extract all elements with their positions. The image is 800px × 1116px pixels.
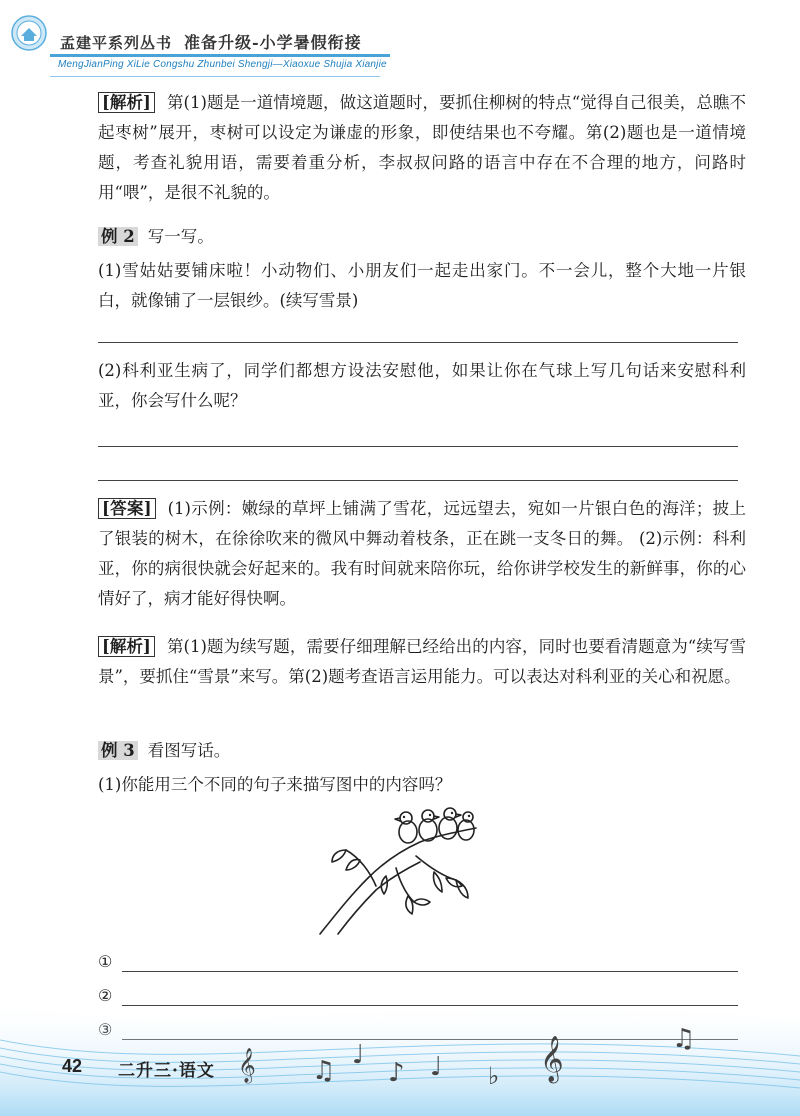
answer-tag: [答案]: [98, 498, 156, 519]
example-prompt: 看图写话。: [147, 741, 231, 760]
answer-line[interactable]: [98, 480, 738, 481]
example-prompt: 写一写。: [147, 227, 214, 246]
question-2: (2)科利亚生病了，同学们都想方设法安慰他，如果让你在气球上写几句话来安慰科利亚，你会写什么呢？: [98, 361, 746, 410]
question-1: (1)雪姑姑要铺床啦！小动物们、小朋友们一起走出家门。不一会儿，整个大地一片银白，就像铺了一层银纱。(续写雪景): [98, 261, 746, 310]
music-note-icon: ♩: [430, 1052, 443, 1082]
book-title: 准备升级-小学暑假衔接: [184, 33, 362, 52]
grade-subject: 二升三·语文: [118, 1061, 215, 1081]
example-3-heading: [98, 736, 746, 766]
answer-line[interactable]: [98, 342, 738, 343]
music-note-icon: ♫: [672, 1024, 696, 1054]
music-note-icon: ♪: [388, 1058, 405, 1088]
publisher-logo-icon: [10, 14, 48, 52]
music-note-icon: ♩: [352, 1040, 365, 1070]
analysis-paragraph-2: [98, 632, 746, 692]
flat-sign-icon: ♭: [488, 1062, 500, 1090]
header-rule: [50, 54, 390, 57]
example-2-heading: [98, 222, 746, 252]
analysis-text: 第(1)题是一道情境题，做这道题时，要抓住柳树的特点“觉得自己很美，总瞧不起枣树”展开，枣树可以设定为谦虚的形象，即使结果也不夸耀。第(2)题也是一道情境题，考查礼貌用语，需要着重分析，李叔叔问路的语言中存在不合理的地方，问路时用“喂”，是很不礼貌的。: [98, 93, 746, 202]
page-number: 42: [62, 1056, 83, 1076]
line-number: ①: [98, 952, 113, 971]
treble-clef-icon: 𝄞: [540, 1036, 564, 1082]
header-pinyin: MengJianPing XiLie Congshu Zhunbei Shengji—Xiaoxue Shujia Xianjie: [58, 59, 387, 70]
answer-paragraph: [98, 494, 746, 614]
analysis-tag: [解析]: [98, 92, 155, 113]
series-title: 孟建平系列丛书: [60, 34, 173, 52]
example-label: 例 2: [98, 227, 138, 246]
line-number: ②: [98, 986, 113, 1005]
music-note-icon: ♫: [312, 1056, 336, 1086]
treble-clef-icon: 𝄞: [238, 1048, 256, 1083]
birds-on-branch-illustration: [316, 806, 486, 936]
analysis-tag: [解析]: [98, 636, 155, 657]
header-rule-thin: [50, 76, 380, 77]
question-3: (1)你能用三个不同的句子来描写图中的内容吗？: [98, 775, 452, 794]
example-label: 例 3: [98, 741, 138, 760]
analysis-paragraph-1: [98, 88, 746, 208]
answer-text: (1)示例：嫩绿的草坪上铺满了雪花，远远望去，宛如一片银白色的海洋；披上了银装的树木，在徐徐吹来的微风中舞动着枝条，正在跳一支冬日的舞。 (2)示例：科利亚，你的病很快就会好起来的。我有时间就来陪你玩，给你讲学校发生的新鲜事，你的心情好了，病才能好得快啊。: [98, 499, 746, 608]
answer-line[interactable]: [98, 446, 738, 447]
analysis-text: 第(1)题为续写题，需要仔细理解已经给出的内容，同时也要看清题意为“续写雪景”，要抓住“雪景”来写。第(2)题考查语言运用能力。可以表达对科利亚的关心和祝愿。: [98, 637, 746, 686]
